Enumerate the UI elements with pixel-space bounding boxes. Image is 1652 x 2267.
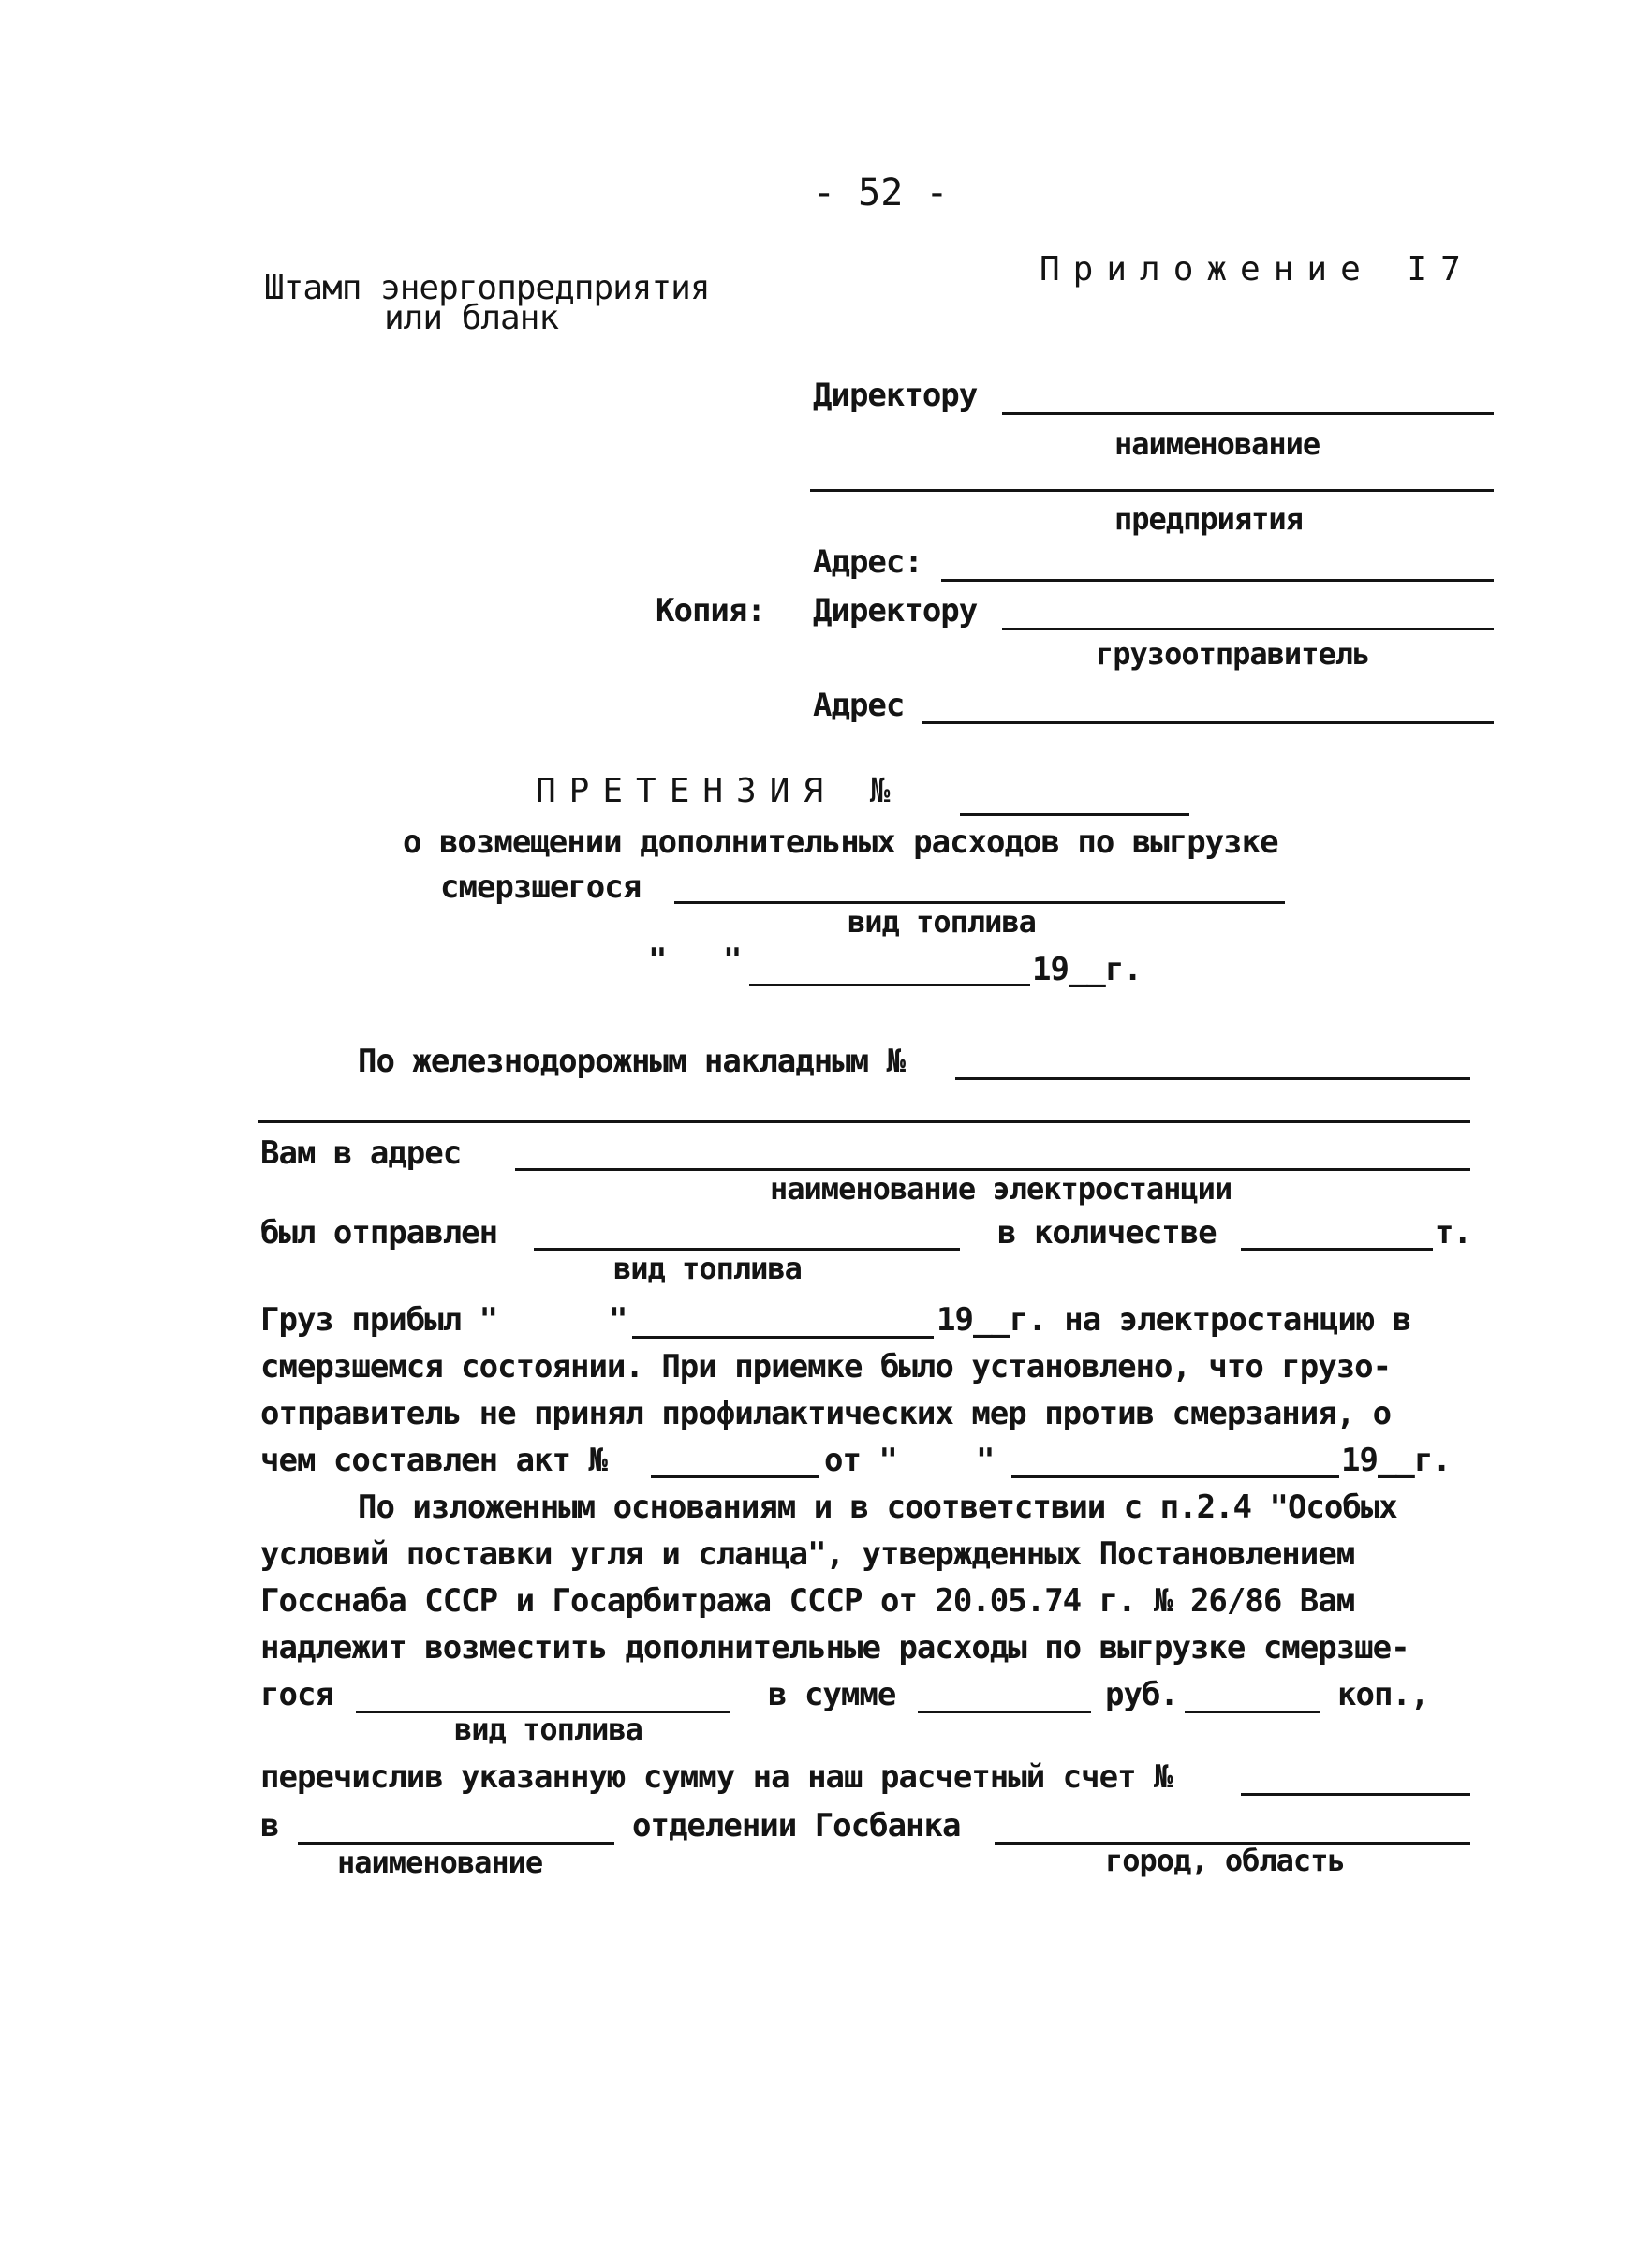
act-number-line xyxy=(651,1475,819,1478)
claim-heading: ПРЕТЕНЗИЯ № xyxy=(536,772,904,810)
date-line-title xyxy=(749,984,1030,986)
in-label: в xyxy=(260,1807,279,1845)
act-from: от " xyxy=(824,1442,897,1479)
cargo-year: 19__г. на электростанцию в xyxy=(937,1301,1411,1339)
page-number: - 52 - xyxy=(813,171,949,215)
date-year-title: 19__г. xyxy=(1032,951,1142,988)
date-quote-close: " xyxy=(723,941,742,979)
caption-fuel-body: вид топлива xyxy=(613,1251,802,1286)
in-sum-label: в сумме xyxy=(768,1676,896,1713)
in-amount-label: в количестве xyxy=(997,1214,1217,1252)
address-label: Адрес: xyxy=(813,543,922,581)
caption-enterprise: предприятия xyxy=(1114,501,1303,537)
branch-label: отделении Госбанка xyxy=(632,1807,961,1845)
enterprise-line xyxy=(810,489,1494,492)
director-label: Директору xyxy=(813,377,978,414)
waybill-line-1 xyxy=(955,1077,1470,1080)
waybill-line-2 xyxy=(258,1120,1470,1123)
gosya-label: гося xyxy=(260,1676,333,1713)
unit-t: т. xyxy=(1435,1214,1471,1252)
claim-subtitle: о возмещении дополнительных расходов по выгрузке xyxy=(403,823,1278,861)
para2-line-1: По изложенным основаниям и в соответствии с п.2.4 "Особых xyxy=(358,1489,1397,1526)
copy-address-line xyxy=(922,721,1494,724)
appendix-label: Приложение I7 xyxy=(1040,250,1474,289)
frozen-label: смерзшегося xyxy=(440,868,642,906)
caption-name: наименование xyxy=(1114,426,1320,462)
para1-line-2: смерзшемся состоянии. При приемке было установлено, что грузо- xyxy=(260,1348,1392,1385)
kop-line xyxy=(1185,1711,1320,1713)
caption-shipper: грузоотправитель xyxy=(1096,636,1370,672)
rub-label: руб. xyxy=(1105,1676,1178,1713)
transfer-label: перечислив указанную сумму на наш расчетный счет № xyxy=(260,1758,1173,1796)
para1-line-3: отправитель не принял профилактических мер против смерзания, о xyxy=(260,1395,1392,1432)
para2-line-2: условий поставки угля и сланца", утвержденных Постановлением xyxy=(260,1535,1355,1573)
copy-director-label: Директору xyxy=(813,592,978,630)
copy-director-line xyxy=(1002,628,1494,630)
address-line xyxy=(941,579,1494,582)
act-date-line xyxy=(1011,1475,1339,1478)
act-quote-close: " xyxy=(976,1442,995,1479)
copy-address-label: Адрес xyxy=(813,687,905,724)
caption-city: город, область xyxy=(1105,1843,1345,1878)
date-quote-open: " xyxy=(648,941,667,979)
caption-bank-name: наименование xyxy=(337,1845,543,1880)
claim-number-line xyxy=(960,813,1189,816)
waybill-label: По железнодорожным накладным № xyxy=(358,1043,906,1080)
caption-fuel-title: вид топлива xyxy=(848,904,1036,940)
stamp-line-2: или бланк xyxy=(384,299,559,337)
caption-fuel-sum: вид топлива xyxy=(454,1711,642,1747)
cargo-arrived: Груз прибыл " xyxy=(260,1301,498,1339)
director-line xyxy=(1002,412,1494,415)
to-you-label: Вам в адрес xyxy=(260,1134,462,1172)
rub-line xyxy=(918,1711,1091,1713)
para2-line-3: Госснаба СССР и Госарбитража СССР от 20.05.74 г. № 26/86 Вам xyxy=(260,1582,1355,1620)
was-sent-label: был отправлен xyxy=(260,1214,498,1252)
para2-line-4: надлежит возместить дополнительные расходы по выгрузке смерзше- xyxy=(260,1629,1409,1667)
caption-station: наименование электростанции xyxy=(770,1171,1232,1207)
amount-line xyxy=(1241,1248,1433,1251)
copy-label: Копия: xyxy=(656,592,765,630)
kop-label: коп., xyxy=(1337,1676,1429,1713)
cargo-date-line xyxy=(632,1336,934,1339)
cargo-quote-close: " xyxy=(609,1301,627,1339)
account-line xyxy=(1241,1793,1470,1796)
stamp-line-1: Штамп энергопредприятия xyxy=(264,269,710,307)
act-year: 19__г. xyxy=(1341,1442,1451,1479)
act-label: чем составлен акт № xyxy=(260,1442,607,1479)
